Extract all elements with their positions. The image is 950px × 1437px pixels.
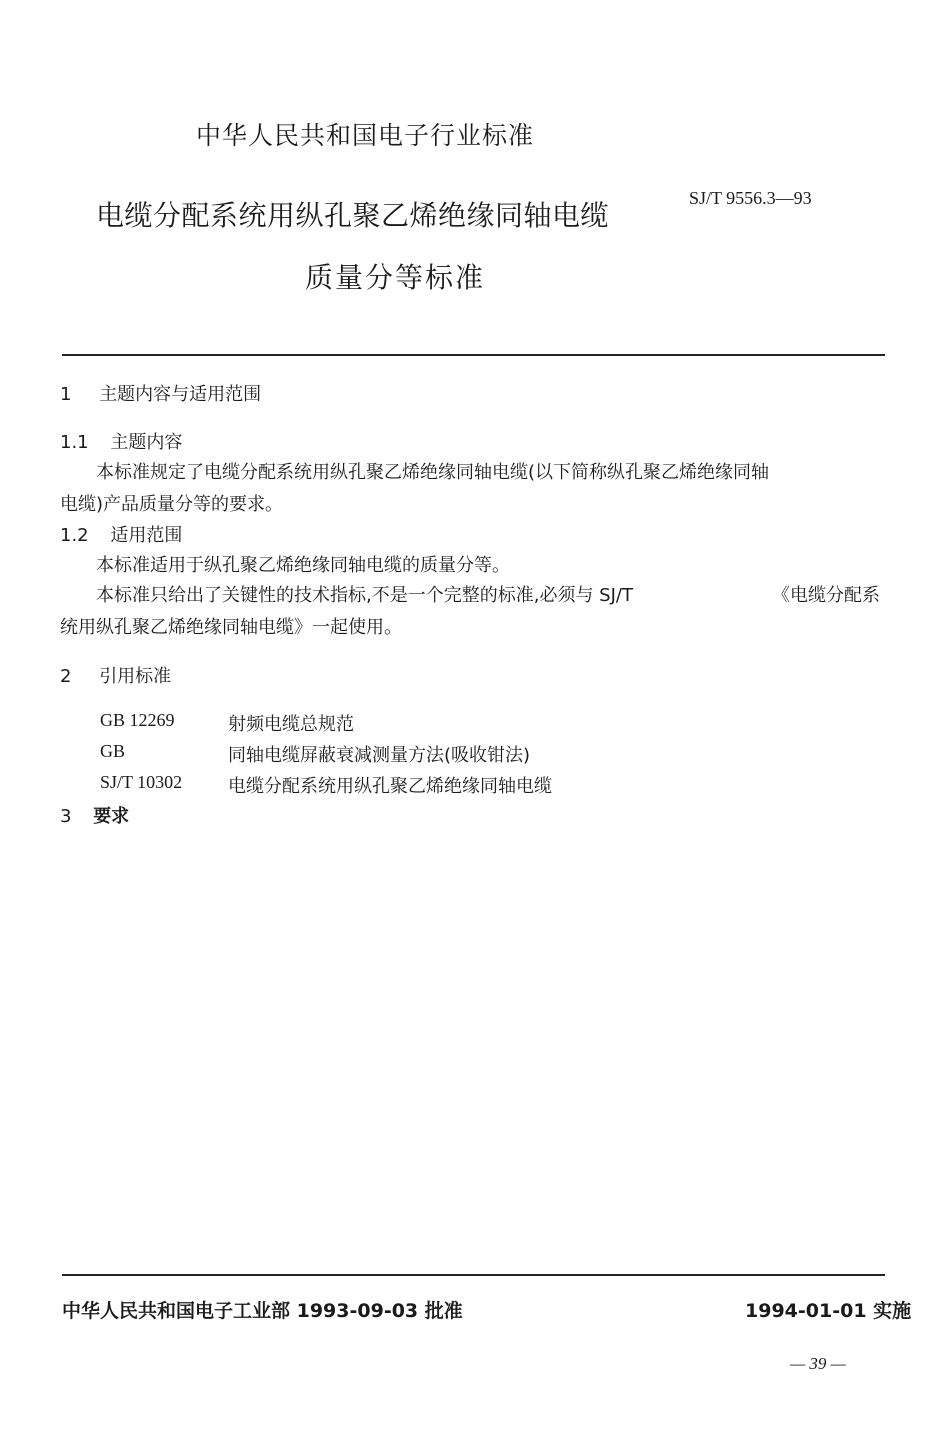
footer-divider [62, 1274, 885, 1276]
section-number: 1.2 [60, 525, 89, 546]
section-number: 1 [60, 384, 72, 405]
section-2-heading [60, 662, 171, 688]
section-1-1-heading [60, 428, 182, 454]
paragraph-line: 电缆)产品质量分等的要求。 [60, 494, 284, 515]
paragraph-line-tail: 《电缆分配系 [772, 585, 880, 606]
paragraph-line: 统用纵孔聚乙烯绝缘同轴电缆》一起使用。 [60, 617, 402, 638]
paragraph-line: 本标准规定了电缆分配系统用纵孔聚乙烯绝缘同轴电缆(以下简称纵孔聚乙烯绝缘同轴 [96, 462, 770, 483]
reference-title: 同轴电缆屏蔽衰减测量方法(吸收钳法) [228, 745, 531, 766]
reference-code: GB 12269 [100, 710, 175, 730]
reference-title: 电缆分配系统用纵孔聚乙烯绝缘同轴电缆 [228, 776, 552, 797]
reference-code: SJ/T 10302 [100, 772, 183, 792]
header-divider [62, 354, 885, 356]
section-title: 适用范围 [110, 525, 183, 546]
paragraph-line: 本标准适用于纵孔聚乙烯绝缘同轴电缆的质量分等。 [96, 555, 510, 576]
issuing-body-heading: 中华人民共和国电子行业标准 [196, 121, 535, 150]
paragraph-line: 本标准只给出了关键性的技术指标,不是一个完整的标准,必须与 SJ/T [96, 585, 633, 606]
section-3-heading [60, 802, 129, 828]
section-title: 要求 [93, 806, 130, 827]
section-title: 主题内容 [110, 432, 183, 453]
document-subtitle: 质量分等标准 [305, 261, 486, 294]
section-number: 3 [60, 806, 72, 827]
document-title: 电缆分配系统用纵孔聚乙烯绝缘同轴电缆 [96, 199, 610, 232]
section-title: 主题内容与适用范围 [99, 384, 262, 405]
section-title: 引用标准 [99, 666, 172, 687]
reference-title: 射频电缆总规范 [228, 714, 354, 735]
page-number: — 39 — [790, 1354, 846, 1373]
section-number: 1.1 [60, 432, 89, 453]
section-1-heading [60, 380, 261, 406]
standard-number: SJ/T 9556.3—93 [689, 188, 812, 208]
section-number: 2 [60, 666, 72, 687]
approval-statement: 中华人民共和国电子工业部 1993-09-03 批准 [62, 1300, 463, 1322]
section-1-2-heading [60, 521, 182, 547]
reference-code: GB [100, 741, 126, 761]
effective-date: 1994-01-01 实施 [745, 1300, 912, 1322]
